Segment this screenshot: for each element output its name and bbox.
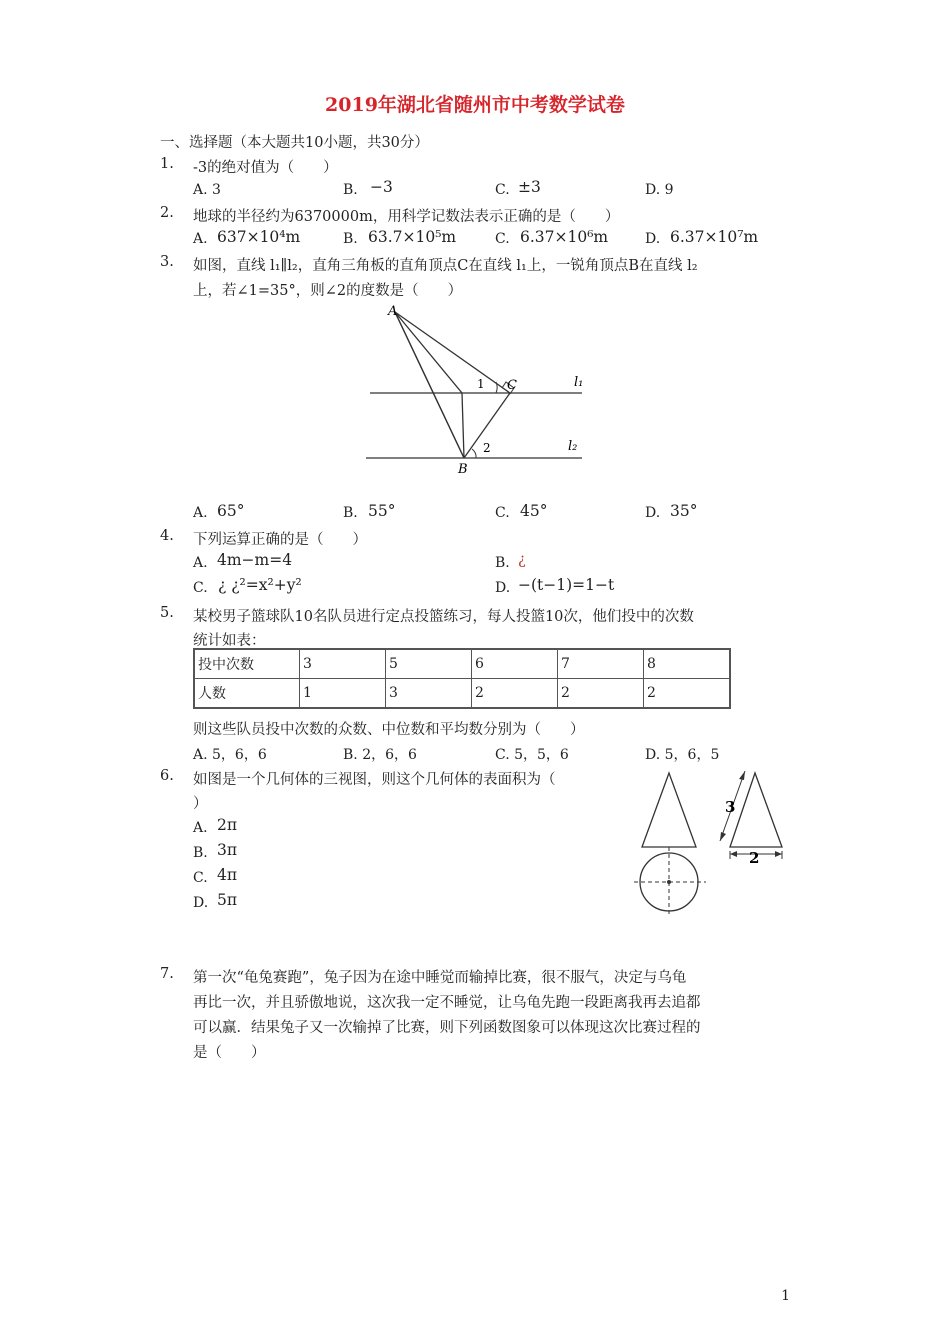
q2-option-d-label: D. <box>645 231 661 247</box>
angle2-arc <box>472 449 476 458</box>
q4-number: 4. <box>160 528 174 544</box>
q4-option-c-label: C. <box>193 580 208 596</box>
label-l2: l₂ <box>568 439 578 454</box>
base-label: 2 <box>749 849 760 867</box>
top-view-center <box>667 880 671 884</box>
q1-option-b-label: B. <box>343 182 358 198</box>
label-l1: l₁ <box>574 375 584 390</box>
q4-option-b-label: B. <box>495 555 510 571</box>
arrow-head <box>739 771 745 780</box>
q5-text-line1: 某校男子篮球队10名队员进行定点投篮练习，每人投篮10次，他们投中的次数 <box>193 609 694 625</box>
q6-option-c: 4π <box>217 866 238 884</box>
q3-text-line2: 上，若∠1=35°，则∠2的度数是（ ） <box>193 283 463 299</box>
arrow-head <box>720 832 726 841</box>
q6-number: 6. <box>160 768 174 784</box>
table-cell: 3 <box>300 649 386 679</box>
q7-text-line4: 是（ ） <box>193 1045 266 1061</box>
side-view <box>730 773 782 847</box>
q3-option-a: 65° <box>217 502 245 520</box>
arrow-head <box>775 851 782 857</box>
q2-option-b: 63.7×10⁵m <box>368 228 457 246</box>
q2-option-c-label: C. <box>495 231 510 247</box>
page-title: 2019年湖北省随州市中考数学试卷 <box>325 94 625 116</box>
q3-option-c: 45° <box>520 502 548 520</box>
q1-option-d: D. 9 <box>645 182 674 198</box>
q1-option-c: ±3 <box>518 178 541 196</box>
page-number: 1 <box>781 1288 790 1304</box>
q5-question: 则这些队员投中次数的众数、中位数和平均数分别为（ ） <box>193 722 585 738</box>
q4-option-d: −(t−1)=1−t <box>518 576 615 594</box>
arrow-head <box>730 851 737 857</box>
q6-option-a: 2π <box>217 816 238 834</box>
q6-text-line2: ） <box>193 796 208 812</box>
table-cell: 7 <box>558 649 644 679</box>
q5-text-line2: 统计如表： <box>193 633 266 649</box>
front-view <box>642 773 696 847</box>
triangle-side-ab <box>395 312 464 458</box>
q3-option-b-label: B. <box>343 505 358 521</box>
q2-number: 2. <box>160 205 174 221</box>
q2-option-d: 6.37×10⁷m <box>670 228 759 246</box>
q2-option-b-label: B. <box>343 231 358 247</box>
q1-number: 1. <box>160 156 174 172</box>
q6-option-a-label: A. <box>193 820 208 836</box>
q5-option-b: B. 2，6，6 <box>343 747 417 763</box>
q3-option-d: 35° <box>670 502 698 520</box>
q3-option-a-label: A. <box>193 505 208 521</box>
q3-number: 3. <box>160 254 174 270</box>
q1-option-a: A. 3 <box>193 182 221 198</box>
q4-option-c: ¿ ¿²=x²+y² <box>218 576 302 594</box>
table-cell: 2 <box>472 679 558 709</box>
q2-option-a: 637×10⁴m <box>217 228 301 246</box>
label-a: A <box>388 304 398 319</box>
q5-number: 5. <box>160 605 174 621</box>
q6-three-view-figure <box>628 765 800 925</box>
table-cell: 投中次数 <box>194 649 300 679</box>
q7-text-line3: 可以赢．结果兔子又一次输掉了比赛，则下列函数图象可以体现这次比赛过程的 <box>193 1020 701 1036</box>
q6-option-d: 5π <box>217 891 238 909</box>
q7-text-line2: 再比一次，并且骄傲地说，这次我一定不睡觉，让乌龟先跑一段距离我再去追都 <box>193 995 701 1011</box>
q6-option-b-label: B. <box>193 845 208 861</box>
q6-option-b: 3π <box>217 841 238 859</box>
table-cell: 人数 <box>194 679 300 709</box>
q3-figure <box>360 300 600 480</box>
q1-option-c-label: C. <box>495 182 510 198</box>
table-cell: 1 <box>300 679 386 709</box>
table-cell: 2 <box>644 679 731 709</box>
label-angle2: 2 <box>483 441 491 455</box>
table-cell: 6 <box>472 649 558 679</box>
q4-option-a: 4m−m=4 <box>217 551 293 569</box>
section-heading: 一、选择题（本大题共10小题，共30分） <box>160 135 429 151</box>
q3-text-line1: 如图，直线 l₁∥l₂，直角三角板的直角顶点C在直线 l₁上，一锐角顶点B在直线 l₂ <box>193 258 698 274</box>
q5-stats-table <box>193 648 731 709</box>
table-cell: 8 <box>644 649 731 679</box>
label-c: C <box>507 378 517 393</box>
q2-option-c: 6.37×10⁶m <box>520 228 609 246</box>
table-cell: 3 <box>386 679 472 709</box>
q7-text-line1: 第一次“龟兔赛跑”，兔子因为在途中睡觉而输掉比赛，很不服气，决定与乌龟 <box>193 970 687 986</box>
table-row <box>194 649 730 679</box>
q5-option-d: D. 5，6，5 <box>645 747 720 763</box>
table-row <box>194 679 730 709</box>
q5-option-c: C. 5，5，6 <box>495 747 569 763</box>
label-b: B <box>458 462 468 477</box>
q3-option-b: 55° <box>368 502 396 520</box>
q3-option-c-label: C. <box>495 505 510 521</box>
table-cell: 2 <box>558 679 644 709</box>
label-angle1: 1 <box>477 377 485 391</box>
slant-label: 3 <box>725 798 736 816</box>
q1-text: -3的绝对值为（ ） <box>193 160 338 176</box>
angle1-arc <box>496 382 497 393</box>
q6-option-c-label: C. <box>193 870 208 886</box>
q2-option-a-label: A. <box>193 231 208 247</box>
q2-text: 地球的半径约为6370000m，用科学记数法表示正确的是（ ） <box>193 209 620 225</box>
q3-option-d-label: D. <box>645 505 661 521</box>
q6-text-line1: 如图是一个几何体的三视图，则这个几何体的表面积为（ <box>193 772 556 788</box>
q6-option-d-label: D. <box>193 895 209 911</box>
q4-text: 下列运算正确的是（ ） <box>193 532 367 548</box>
q4-option-d-label: D. <box>495 580 511 596</box>
q1-option-b: −3 <box>370 178 393 196</box>
table-cell: 5 <box>386 649 472 679</box>
q5-option-a: A. 5，6，6 <box>193 747 267 763</box>
q7-number: 7. <box>160 966 174 982</box>
q4-option-a-label: A. <box>193 555 208 571</box>
q4-option-b: ¿ <box>518 552 526 568</box>
